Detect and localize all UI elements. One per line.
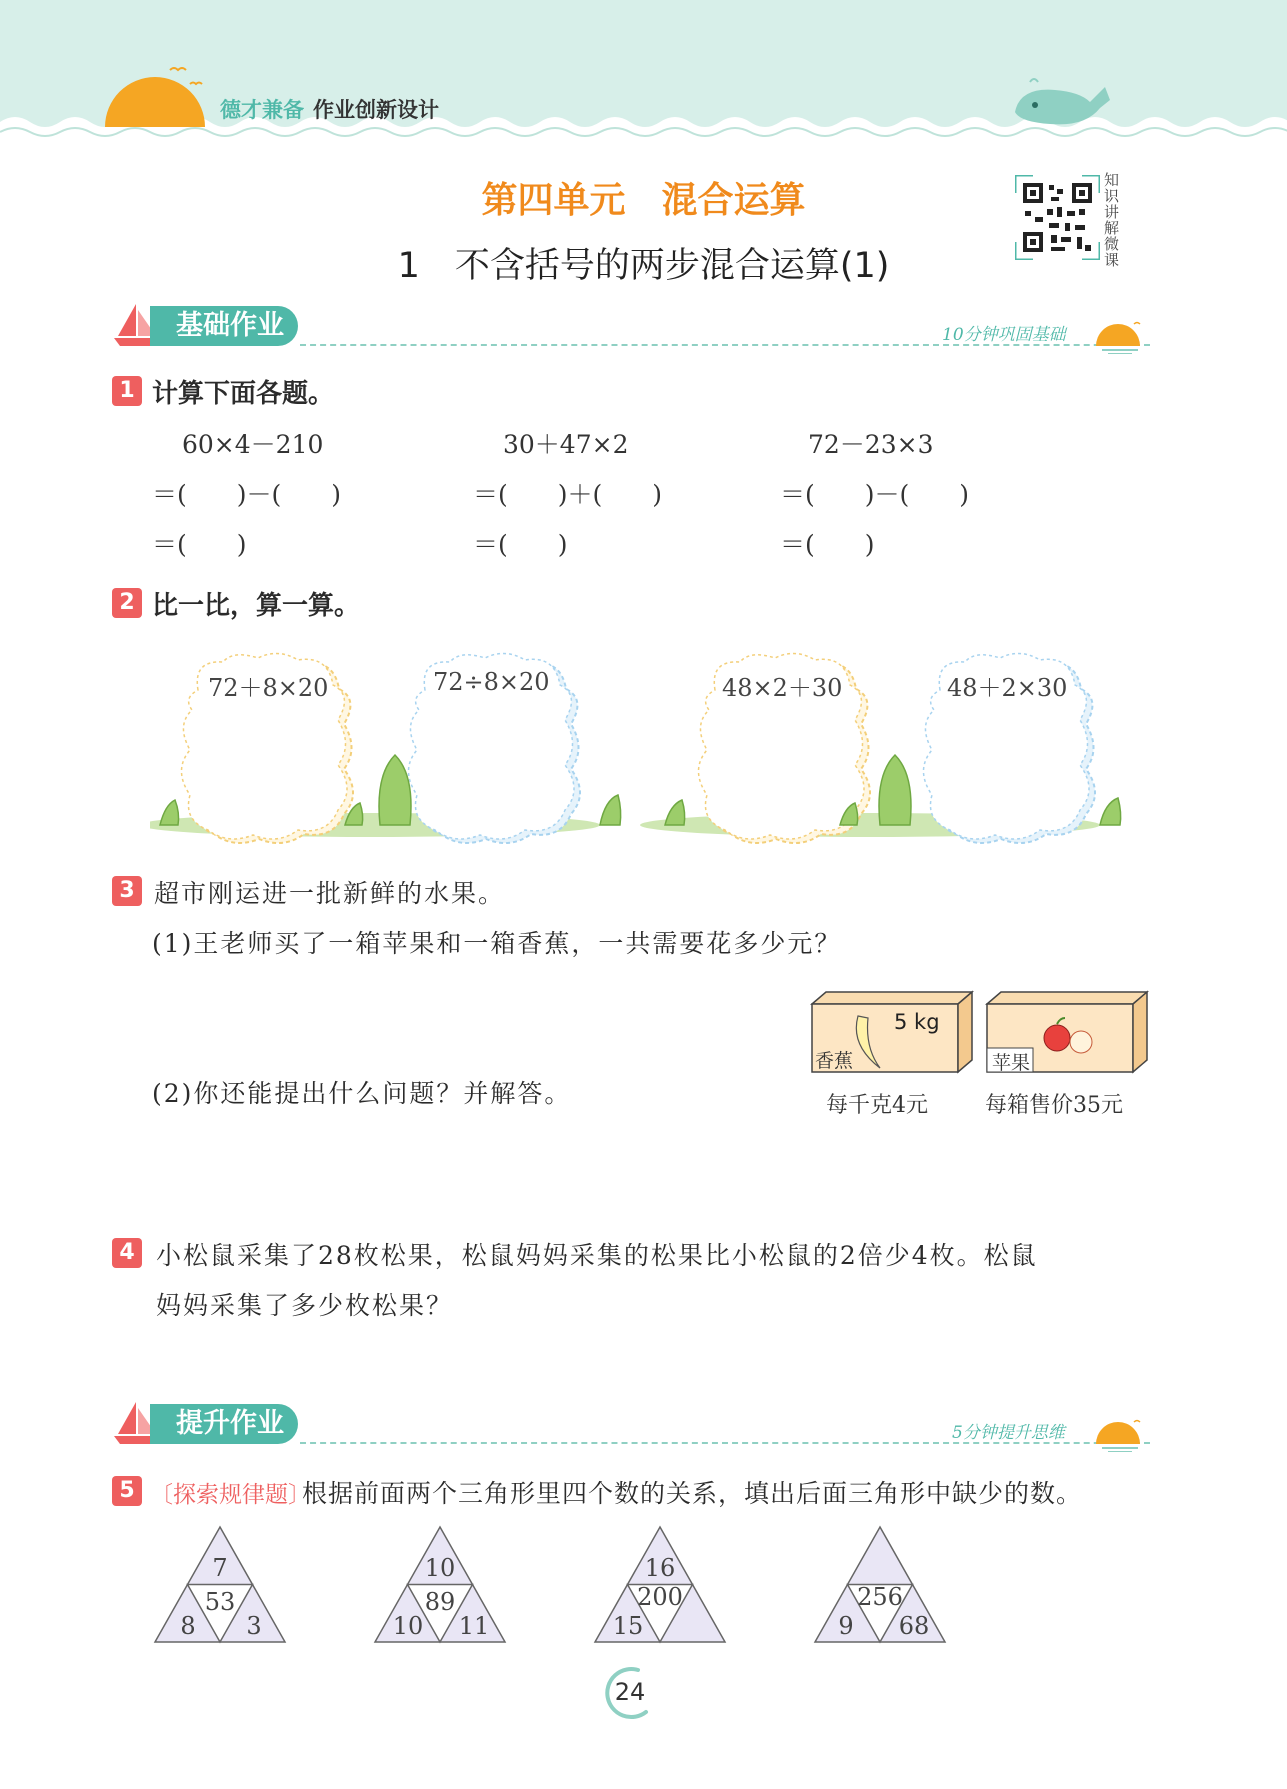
cloud-expr-3: 48×2＋30: [722, 674, 843, 702]
banana-price: 每千克4元: [826, 1093, 928, 1118]
triangle-2-left: 10: [392, 1612, 424, 1640]
cloud-expr-4: 48＋2×30: [947, 674, 1068, 702]
question-1-number: 1: [112, 376, 142, 406]
q1-col3-expr: 72－23×3: [808, 430, 934, 459]
question-4-number: 4: [112, 1238, 142, 1268]
triangle-2-top: 10: [424, 1554, 456, 1582]
question-4-line-2: 妈妈采集了多少枚松果？: [156, 1291, 454, 1320]
lesson-title: 1 不含括号的两步混合运算(1): [397, 246, 890, 286]
question-2-number: 2: [112, 588, 142, 618]
triangle-4-left: 9: [838, 1612, 854, 1640]
triangle-3-top: 16: [644, 1554, 676, 1582]
basic-section-label: 基础作业: [150, 306, 298, 346]
qr-label: 知识讲解微课: [1104, 171, 1120, 269]
banana-box-label: 香蕉: [815, 1050, 854, 1072]
small-sun-icon: [1092, 1416, 1152, 1452]
triangle-1-center: 53: [204, 1588, 236, 1616]
triangle-1-right: 3: [246, 1612, 262, 1640]
triangle-3-left: 15: [612, 1612, 644, 1640]
triangle-1-top: 7: [212, 1554, 228, 1582]
question-1-text: 计算下面各题。: [152, 379, 335, 409]
question-3-part-1: (1)王老师买了一箱苹果和一箱香蕉，一共需要花多少元？: [152, 929, 842, 958]
question-5-text: 根据前面两个三角形里四个数的关系，填出后面三角形中缺少的数。: [302, 1479, 1083, 1508]
triangle-1-left: 8: [180, 1612, 196, 1640]
q1-col1-line2: ＝( )－( ): [152, 480, 342, 509]
triangle-2-right: 11: [458, 1612, 490, 1640]
q1-col3-line3: ＝( ): [780, 530, 875, 559]
basic-section-note: 10分钟巩固基础: [942, 325, 1066, 345]
triangle-3-center: 200: [637, 1583, 683, 1611]
whale-icon: [1010, 72, 1115, 132]
question-5-number: 5: [112, 1476, 142, 1506]
brand-green: 德才兼备: [220, 98, 304, 122]
question-3-text: 超市刚运进一批新鲜的水果。: [154, 879, 506, 908]
q1-col1-line3: ＝( ): [152, 530, 247, 559]
cloud-expr-1: 72＋8×20: [208, 674, 329, 702]
brand-dark: 作业创新设计: [313, 98, 439, 122]
apple-price: 每箱售价35元: [985, 1093, 1123, 1118]
page-number: 24: [614, 1678, 646, 1706]
question-2-text: 比一比，算一算。: [152, 591, 361, 621]
advanced-section-label: 提升作业: [150, 1404, 298, 1444]
clouds-illustration: [150, 635, 1150, 845]
question-4-line-1: 小松鼠采集了28枚松果，松鼠妈妈采集的松果比小松鼠的2倍少4枚。松鼠: [156, 1241, 1038, 1270]
q1-col2-line2: ＝( )＋( ): [473, 480, 663, 509]
triangle-4-right: 68: [898, 1612, 930, 1640]
small-sun-icon: [1092, 318, 1152, 354]
unit-title: 第四单元 混合运算: [481, 180, 806, 221]
question-3-part-2: (2)你还能提出什么问题？并解答。: [152, 1079, 572, 1108]
q1-col1-expr: 60×4－210: [182, 430, 324, 459]
q1-col3-line2: ＝( )－( ): [780, 480, 970, 509]
sun-icon: [100, 62, 210, 132]
q1-col2-expr: 30＋47×2: [503, 430, 629, 459]
q1-col2-line3: ＝( ): [473, 530, 568, 559]
banana-box-weight: 5 kg: [894, 1010, 940, 1034]
question-3-number: 3: [112, 876, 142, 906]
apple-box-label: 苹果: [992, 1052, 1031, 1074]
triangle-2-center: 89: [424, 1588, 456, 1616]
advanced-section-note: 5分钟提升思维: [952, 1423, 1065, 1443]
question-5-tag: 〔探索规律题〕: [150, 1482, 311, 1508]
triangle-4-center: 256: [857, 1583, 903, 1611]
cloud-expr-2: 72÷8×20: [433, 668, 550, 696]
